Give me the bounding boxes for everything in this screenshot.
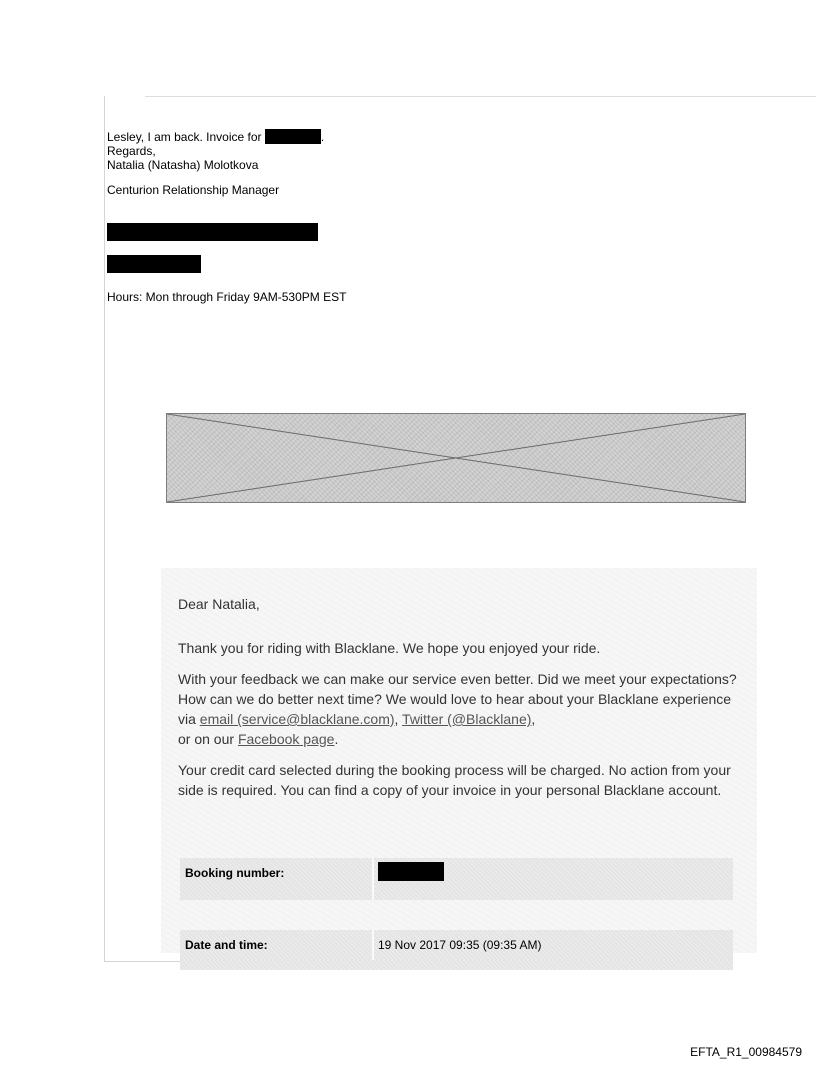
sender-title: Centurion Relationship Manager — [107, 183, 280, 197]
twitter-link[interactable]: Twitter (@Blacklane) — [402, 711, 532, 727]
email-body — [178, 594, 738, 800]
redaction-bar — [378, 862, 444, 881]
date-time-value: 19 Nov 2017 09:35 (09:35 AM) — [378, 938, 542, 952]
greeting-tail: . — [320, 130, 325, 144]
separator-text: , — [394, 711, 403, 727]
table-row — [180, 858, 733, 900]
frame-top-border — [145, 96, 816, 97]
broken-image-placeholder — [166, 413, 746, 503]
separator-text: , or on our — [178, 711, 536, 747]
facebook-link[interactable]: Facebook page — [237, 731, 335, 747]
booking-details-table — [180, 858, 733, 970]
charge-notice: Your credit card selected during the booking process will be charged. No action from your side is required. You can find a copy of your invoice in your personal Blacklane account. — [178, 762, 731, 798]
date-time-label: Date and time: — [185, 938, 268, 952]
thanks-paragraph: Thank you for riding with Blacklane. We hope you enjoyed your ride. — [178, 640, 601, 656]
booking-number-label: Booking number: — [185, 866, 285, 880]
greeting-text: Lesley, I am back. Invoice for — [107, 130, 262, 144]
table-row — [180, 930, 733, 960]
greeting-line — [107, 130, 324, 144]
frame-left-border — [104, 96, 105, 962]
salutation: Dear Natalia, — [178, 596, 260, 612]
frame-bottom-border — [104, 961, 184, 962]
image-cross-icon — [167, 414, 745, 502]
feedback-text: With your feedback we can make our service even better. Did we meet your expectations? How can we do better next time? We would love to hear about your Blacklane experience via — [178, 671, 737, 727]
redaction-bar — [107, 223, 318, 241]
redaction-bar — [107, 255, 201, 273]
regards-line: Regards, — [107, 144, 156, 158]
document-id: EFTA_R1_00984579 — [690, 1045, 802, 1059]
table-row-partial — [180, 960, 733, 970]
feedback-paragraph — [178, 669, 738, 749]
period-text: . — [334, 731, 339, 747]
redaction-bar — [265, 129, 321, 144]
office-hours: Hours: Mon through Friday 9AM-530PM EST — [107, 290, 347, 304]
email-header-block — [107, 130, 324, 197]
email-link[interactable]: email (service@blacklane.com) — [199, 711, 395, 727]
sender-name: Natalia (Natasha) Molotkova — [107, 158, 259, 172]
